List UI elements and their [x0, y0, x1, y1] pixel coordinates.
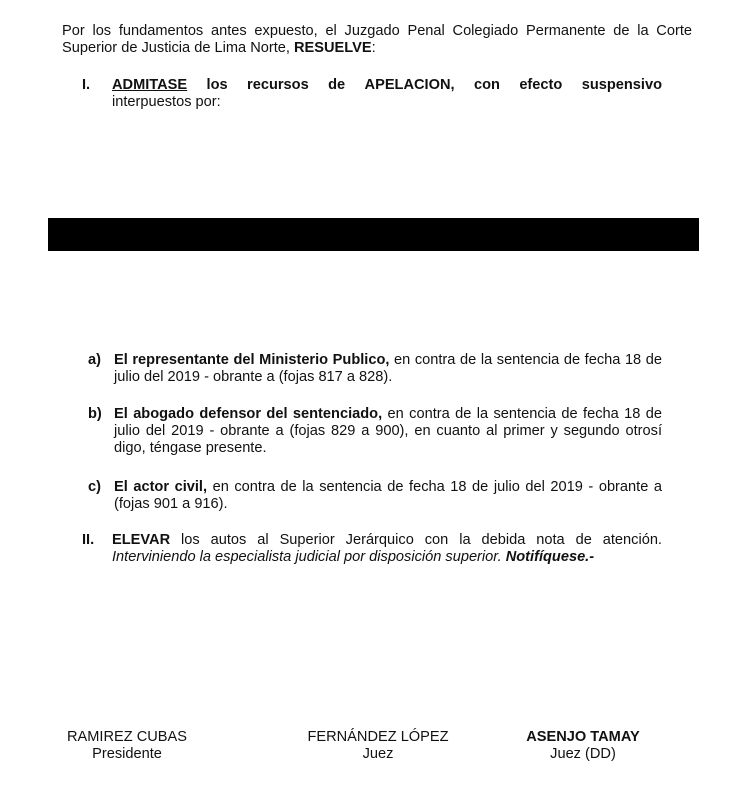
signature-role: Presidente — [92, 746, 162, 762]
item-i-word: efecto — [519, 77, 563, 93]
item-i-word: de — [328, 77, 346, 93]
item-i-word: suspensivo — [581, 77, 662, 93]
sub-item-a-party: El representante del Ministerio Publico, — [114, 352, 390, 368]
admitase-keyword: ADMITASE — [112, 77, 188, 93]
signature-name: FERNÁNDEZ LÓPEZ — [307, 729, 449, 745]
sub-item-b-party: El abogado defensor del sentenciado, — [114, 406, 383, 422]
item-ii-italic: Interviniendo la especialista judicial por disposición superior. — [112, 549, 506, 565]
sub-item-c — [114, 479, 662, 513]
item-i-word: APELACION, — [364, 77, 455, 93]
signature-block — [62, 729, 192, 763]
notifiquese-keyword: Notifíquese.- — [505, 549, 595, 565]
resuelve-keyword: RESUELVE — [294, 40, 372, 56]
elevar-keyword: ELEVAR — [112, 532, 171, 548]
sub-item-c-text: en contra de la sentencia de fecha 18 de julio del 2019 - obrante a (fojas 901 a 916). — [114, 479, 662, 512]
sub-item-a-label: a) — [88, 352, 101, 368]
intro-colon: : — [371, 40, 376, 56]
intro-text: Por los fundamentos antes expuesto, el Juzgado Penal Colegiado Permanente de la Corte Superior de Justicia de Lima Norte, — [62, 23, 692, 56]
item-i-number: I. — [82, 77, 91, 93]
item-i-word: los — [206, 77, 228, 93]
item-ii — [112, 532, 662, 566]
resolution-intro — [62, 23, 692, 57]
sub-item-b — [114, 406, 662, 457]
item-i-line2: interpuestos por: — [112, 94, 221, 110]
sub-item-c-label: c) — [88, 479, 101, 495]
item-ii-number: II. — [82, 532, 95, 548]
signature-name: ASENJO TAMAY — [526, 729, 640, 745]
item-ii-text: los autos al Superior Jerárquico con la debida nota de atención. — [170, 532, 662, 548]
sub-item-a — [114, 352, 662, 386]
signature-block — [513, 729, 653, 763]
signature-block — [298, 729, 458, 763]
redaction-bar — [48, 218, 699, 251]
sub-item-b-text: en contra de la sentencia de fecha 18 de julio del 2019 - obrante a (fojas 829 a 900), en cuanto al primer y segundo otrosí digo, téngase presente. — [114, 406, 662, 456]
signature-name: RAMIREZ CUBAS — [66, 729, 187, 745]
sub-item-c-party: El actor civil, — [114, 479, 208, 495]
signature-role: Juez (DD) — [550, 746, 616, 762]
item-i — [112, 77, 662, 111]
item-i-word: recursos — [247, 77, 309, 93]
sub-item-b-label: b) — [88, 406, 102, 422]
sub-item-a-text: en contra de la sentencia de fecha 18 de julio del 2019 - obrante a (fojas 817 a 828). — [114, 352, 662, 385]
item-i-line1 — [112, 77, 662, 94]
item-i-word: con — [473, 77, 500, 93]
signature-role: Juez — [362, 746, 394, 762]
